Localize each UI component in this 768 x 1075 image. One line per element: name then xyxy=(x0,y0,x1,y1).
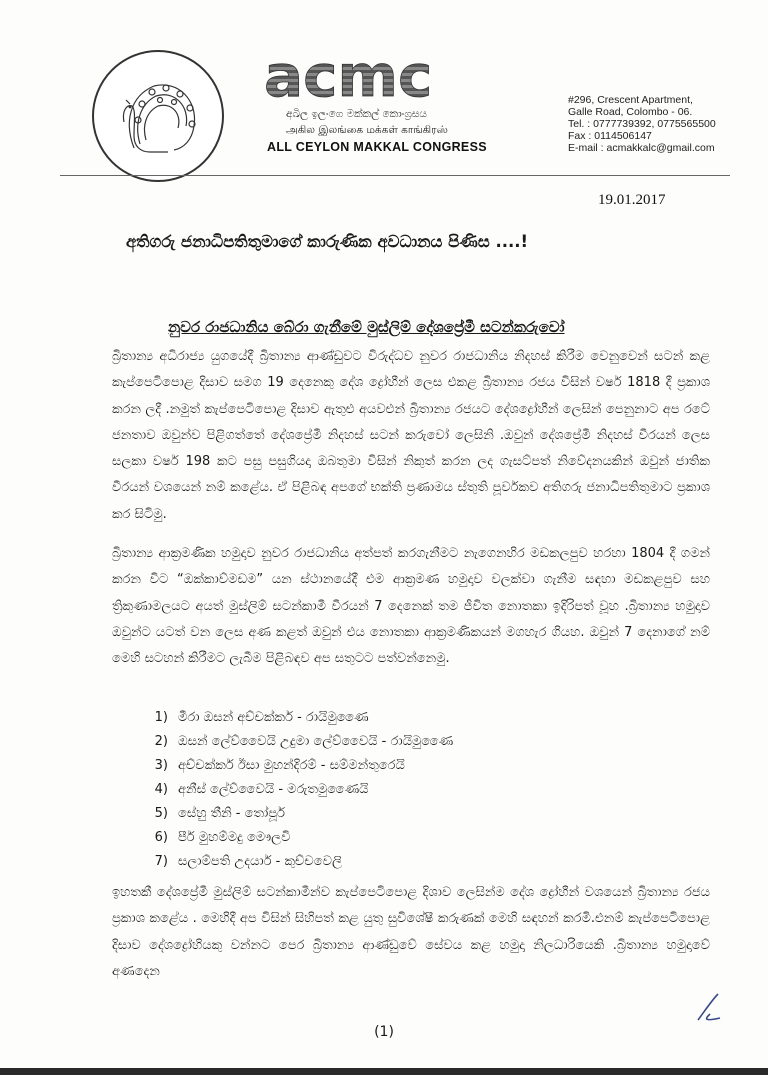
list-text: මීරා ඔසන් අච්චක්කර් - රායිමුණෛ xyxy=(178,710,369,725)
address-line: #296, Crescent Apartment, xyxy=(568,94,693,106)
address-line: Tel. : 0777739392, 0775565500 xyxy=(568,118,716,130)
paragraph: බ්‍රිතාන්‍ය අධිරාජ්‍ය යුගයේදී බ්‍රිතාන්‍ය ආණ්ඩුවට විරුද්ධව නුවර රාජධානිය නිදහස් කිරීම වෙනුවෙන් සටන් කළ කැප්පෙටිපොළ දිසාව සමග 19 දෙනෙකු දේශ ද්‍රෝහීන් ලෙස එකළ බ්‍රිතාන්‍ය රජය විසින් වර්ෂ 1818 දී ප්‍රකාශ කරන ලදී .නමුත් කැප්පෙටිපොළ දිසාව ඇතුළු අයවළුන් බ්‍රිතාන්‍ය රජයට දේශද්‍රෝහීන් ලෙසින් පෙනුනාට අප රටේ ජනතාව ඔවුන්ව පිළිගත්තේ දේශප්‍රේමී නිදහස් සටන් කරුවෝ ලෙසිනි .ඔවුන් දේශප්‍රේමී නිදහස් වීරයන් ලෙස සලකා වර්ෂ 198 කට පසු පසුගියදා ඔබතුමා විසින් නිකුත් කරන ලද ගැසට්පත් නිවේදනයකින් ඔවුන් ජාතික වීරයන් වශයෙන් නම් කළේය. ඒ පිළිබඳ අපගේ භක්ති ප්‍රණාමය ස්තුති පූර්වකව අතිගරු ජනාධිපතිතුමාට ප්‍රකාශ කර සිටිමු. xyxy=(112,349,710,522)
list-text: අච්චක්කර් ඊසා මුහන්දිරම් - සම්මන්තුරෙයි xyxy=(178,758,405,773)
list-number: 4) xyxy=(154,782,168,797)
acmc-wordmark xyxy=(262,52,524,102)
org-name-tamil: அகில இலங்கை மக்கள் காங்கிரஸ் xyxy=(286,124,448,136)
list-number: 7) xyxy=(154,854,168,869)
list-item xyxy=(146,778,453,802)
list-number: 1) xyxy=(154,710,168,725)
list-item xyxy=(146,730,453,754)
list-number: 6) xyxy=(154,830,168,845)
list-item xyxy=(146,826,453,850)
list-item xyxy=(146,706,453,730)
page-number: (1) xyxy=(374,1024,394,1040)
contact-address xyxy=(568,94,716,154)
list-text: සේහු තීනි - තෝපූර් xyxy=(178,806,285,821)
list-text: ඔසන් ලේව්වෛයි උදුමා ලේව්වෛයි - රායිමුණෛ xyxy=(178,734,454,749)
scan-edge xyxy=(0,1068,768,1075)
address-line: Galle Road, Colombo - 06. xyxy=(568,106,693,118)
peacock-logo xyxy=(92,50,224,182)
address-line: Fax : 0114506147 xyxy=(568,130,652,142)
salutation: අතිගරු ජනාධිපතිතුමාගේ කාරුණික අවධානය පිණිස ....! xyxy=(126,232,529,251)
heroes-list xyxy=(146,706,453,874)
paragraph: ඉහතකී දේශප්‍රේමී මුස්ලිම් සටන්කාමීන්ව කැප්පෙටිපොළ දිශාව ලෙසින්ම දේශ ද්‍රෝහීන් වශයෙන් බ්‍රිතාන්‍ය රජය ප්‍රකාශ කළේය . මෙහිදී අප විසින් සිහිපත් කළ යුතු සුවිශේෂී කරුණක් මෙහි සඳහන් කරමි.එනම් කැප්පෙටිපොළ දිසාව දේශද්‍රෝහියකු වන්නට පෙර බ්‍රිතාන්‍ය ආණ්ඩුවේ සේවය කළ හමුදා නිලධාරියෙකි .බ්‍රිතාන්‍ය හමුදාවේ අණදෙන xyxy=(112,885,710,979)
list-number: 2) xyxy=(154,734,168,749)
letter-date: 19.01.2017 xyxy=(598,192,666,208)
article-heading: නුවර රාජධානිය බේරා ගැනීමේ මුස්ලිම් දේශප්‍රේමී සටන්කරුවෝ xyxy=(168,318,565,336)
brand-text: acmc xyxy=(264,52,433,102)
org-name-sinhala: අඛිල ඉලංගෙ මක්කල් කොංග්‍රසය xyxy=(286,108,427,120)
list-item xyxy=(146,802,453,826)
list-text: අනීස් ලේව්වෛයි - මරුතමුණෛයි xyxy=(178,782,369,797)
org-name-english: ALL CEYLON MAKKAL CONGRESS xyxy=(267,140,487,154)
paragraph: බ්‍රිතාන්‍ය ආක්‍රමණික හමුදාව නුවර රාජධානිය අත්පත් කරගැනීමට නැගෙනහිර මඩකලපුව හරහා 1804 දී ගමන් කරන විට “ඔක්කාව්මඩම” යන ස්ථානයේදී එම ආක්‍රමණ හමුදාව වලක්වා ගැනීම සඳහා මඩකළපුව සහ ත්‍රිකුණාමලයට අයත් මුස්ලිම් සටන්කාමී වීරයන් 7 දෙනෙක් තම ජීවිත නොතකා ඉදිරිපත් වූහ .බ්‍රිතාන්‍ය හමුදාව ඔවුන්ට යටත් වන ලෙස අණ කළත් ඔවුන් එය නොතකා ආක්‍රමණිකයන් මගහැර ගියහ. ඔවුන් 7 දෙනාගේ නම් මෙහි සටහන් කිරීමට ලැබීම පිළිබඳව අප සතුටට පත්වන්නෙමු. xyxy=(112,546,710,667)
list-item xyxy=(146,754,453,778)
address-line: E-mail : acmakkalc@gmail.com xyxy=(568,142,715,154)
list-text: පීර් මුහම්මදු මෞලවි xyxy=(178,830,291,845)
list-item xyxy=(146,850,453,874)
peacock-icon xyxy=(94,52,222,180)
list-text: සලාම්පති උදයාර් - කුච්චවෙලි xyxy=(178,854,342,869)
list-number: 5) xyxy=(154,806,168,821)
list-number: 3) xyxy=(154,758,168,773)
header-divider xyxy=(60,175,730,176)
